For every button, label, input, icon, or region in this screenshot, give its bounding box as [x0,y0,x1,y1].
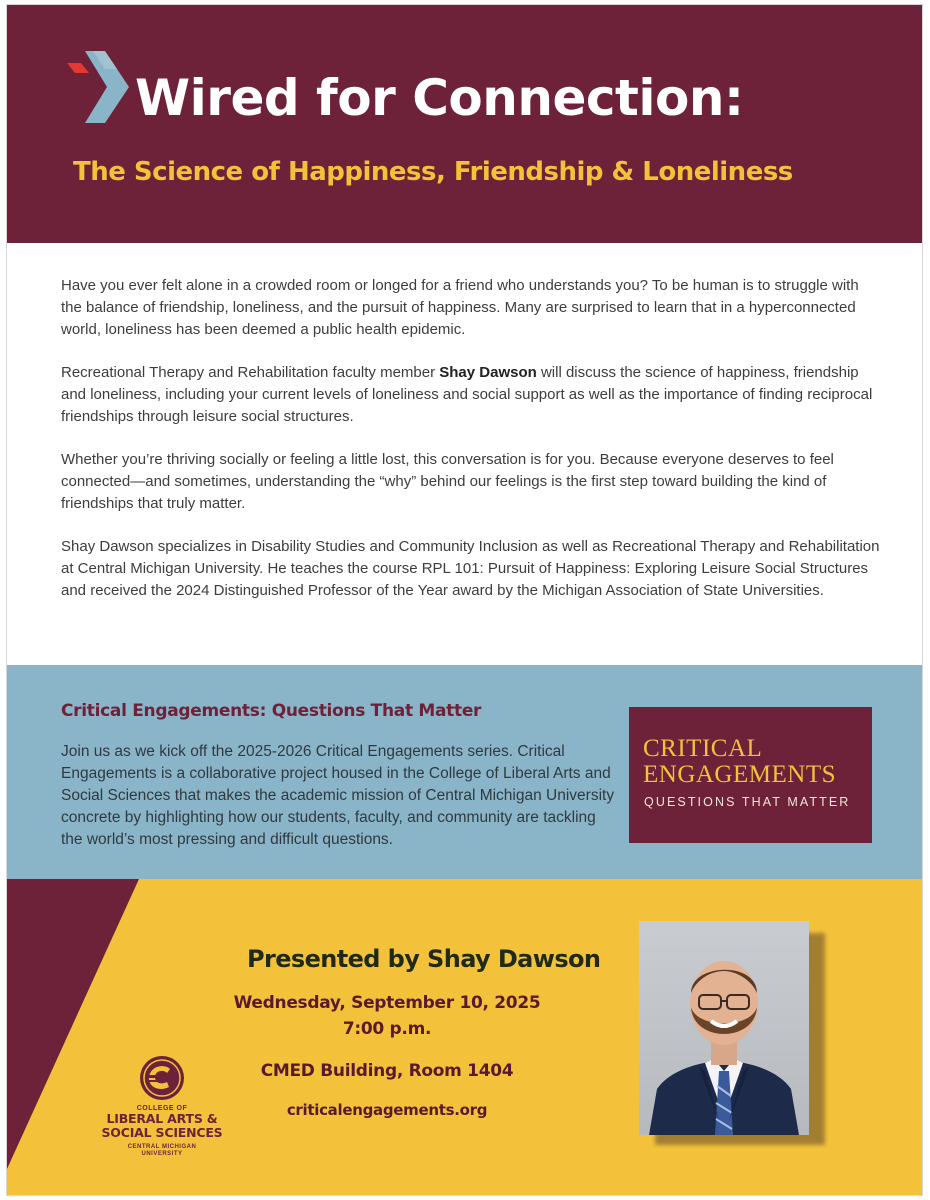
event-details-section [7,879,923,1196]
intro-paragraph-2 [61,362,881,428]
speaker-photo [639,921,809,1135]
intro-paragraph-3: Whether you’re thriving socially or feeling a little lost, this conversation is for you. Because everyone deserves to feel connected—and sometimes, understanding the “why” behind our feelings is the first step toward building the kind of friendships that truly matter. [61,451,834,512]
event-location: CMED Building, Room 1404 [260,1061,514,1081]
speaker-name: Shay Dawson [439,364,537,381]
ce-logo-line-1: CRITICAL [643,735,763,762]
college-logo [77,1055,247,1158]
page-title: Wired for Connection: [135,69,744,127]
flyer [6,4,923,1196]
event-time: 7:00 p.m. [342,1019,432,1039]
speaker-portrait-icon [639,921,809,1135]
intro-paragraph-4: Shay Dawson specializes in Disability Studies and Community Inclusion as well as Recreational Therapy and Rehabilitation at Central Michigan University. He teaches the course RPL 101: Pursuit of Happiness: Exploring Leisure Social Structures and received the 2024 Distinguished Professor of the Year award by the Michigan Association of State Universities. [61,538,880,599]
ce-logo-line-2: ENGAGEMENTS [643,761,836,788]
page-subtitle: The Science of Happiness, Friendship & Loneliness [73,157,793,187]
cmu-c-logo-icon [139,1055,185,1101]
ce-heading: Critical Engagements: Questions That Matter [61,701,482,721]
intro-text [61,275,881,623]
college-logo-foot-1: CENTRAL MICHIGAN [127,1144,197,1150]
presented-by: Presented by Shay Dawson [247,945,601,973]
college-logo-line-1: LIBERAL ARTS & [106,1111,218,1126]
intro-paragraph-1: Have you ever felt alone in a crowded room or longed for a friend who understands you? To be human is to struggle with the balance of friendship, loneliness, and the pursuit of happiness. Many are surprised to learn that in a hyperconnected world, loneliness has been deemed a public health epidemic. [61,277,859,338]
event-website-link[interactable]: criticalengagements.org [286,1101,488,1119]
college-logo-line-2: SOCIAL SCIENCES [101,1125,223,1140]
header-banner [7,5,923,243]
ce-description: Join us as we kick off the 2025-2026 Critical Engagements series. Critical Engagements is a collaborative project housed in the College of Liberal Arts and Social Sciences that makes the academic mission of Central Michigan University concrete by highlighting how our students, faculty, and community are tackling the world’s most pressing and difficult questions. [61,743,615,848]
ce-logo-line-3: QUESTIONS THAT MATTER [644,795,851,809]
event-date: Wednesday, September 10, 2025 [233,993,541,1013]
college-logo-foot [77,1144,247,1158]
college-logo-small: COLLEGE OF [136,1105,188,1112]
college-logo-foot-2: UNIVERSITY [141,1151,183,1157]
intro-paragraph-2-start: Recreational Therapy and Rehabilitation faculty member [61,364,440,381]
intro-paragraph-2-end: will discuss the science of happiness, friendship and loneliness, including your current levels of loneliness and social support as well as the importance of finding reciprocal friendships through leisure social structures. [61,364,873,425]
critical-engagements-section [7,665,923,879]
chevron-logo-icon [63,45,133,125]
critical-engagements-logo [629,707,872,843]
